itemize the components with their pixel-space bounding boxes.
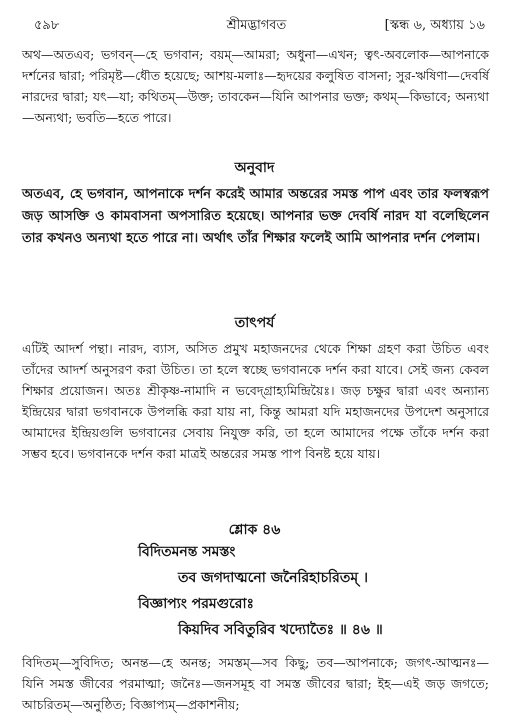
- book-title: শ্রীমদ্ভাগবত: [226, 18, 287, 33]
- verse-line-1: বিদিতমনন্ত সমস্তং: [138, 544, 236, 560]
- purport-text: এটিই আদর্শ পন্থা। নারদ, ব্যাস, অসিত প্রমুখ মহাজনদের থেকে শিক্ষা গ্রহণ করা উচিত এবং তাঁদের আদর্শ অনুসরণ করা উচিত। তা হলে স্বচ্ছে ভগবানকে দর্শন করা যাবে। সেই জন্য কেবল শিক্ষার প্রয়োজন। অতঃ শ্রীকৃষ্ণ-নামাদি ন ভবেদ্গ্রাহ্যমিন্দ্রিয়ৈঃ। জড় চক্ষুর দ্বারা এবং অন্যান্য ইন্দ্রিয়ের দ্বারা ভগবানকে উপলব্ধি করা যায় না, কিন্তু আমরা যদি মহাজনদের উপদেশ অনুসারে আমাদের ইন্দ্রিয়গুলি ভগবানের সেবায় নিযুক্ত করি, তা হলে আমাদের পক্ষে তাঁকে দর্শন করা সম্ভব হবে। ভগবানকে দর্শন করা মাত্রই অন্তরের সমস্ত পাপ বিনষ্ট হয়ে যায়।: [22, 341, 489, 461]
- translation-heading: অনুবাদ: [234, 160, 275, 176]
- sloka-heading: শ্লোক ৪৬: [228, 522, 281, 538]
- synonyms-top: অথ—অতএব; ভগবন্—হে ভগবান; বয়ম্—আমরা; অধুনা—এখন; ত্বৎ-অবলোক—আপনাকে দর্শনের দ্বারা; পরিমৃষ্ট—ধৌত হয়েছে; আশয়-মলাঃ—হৃদয়ের কলুষিত বাসনা; সুর-ঋষিণা—দেবর্ষি নারদের দ্বারা; যৎ—যা; কথিতম্—উক্ত; তাবকেন—যিনি আপনার ভক্ত; কথম্—কিভাবে; অন্যথা—অন্যথা; ভবতি—হতে পারে।: [22, 47, 489, 125]
- purport-heading: তাৎপর্য: [234, 315, 275, 331]
- verse-line-3: বিজ্ঞাপ্যং পরমগুরোঃ: [138, 596, 254, 612]
- chapter-reference: [স্কন্ধ ৬, অধ্যায় ১৬: [384, 18, 485, 33]
- synonyms-bottom: বিদিতম্—সুবিদিত; অনন্ত—হে অনন্ত; সমস্তম্—সব কিছু; তব—আপনাকে; জগৎ-আত্মনঃ—যিনি সমস্ত জীবের পরমাত্মা; জনৈঃ—জনসমূহ বা সমস্ত জীবের দ্বারা; ইহ—এই জড় জগতে; আচরিতম্—অনুষ্ঠিত; বিজ্ঞাপ্যম্—প্রকাশনীয়;: [22, 655, 489, 712]
- page-number: ৫৯৮: [34, 18, 60, 33]
- verse-line-4: কিয়দিব সবিতুরিব খদ্যোতৈঃ ॥ ৪৬ ॥: [178, 622, 383, 638]
- page-header: [22, 16, 491, 36]
- translation-text: অতএব, হে ভগবান, আপনাকে দর্শন করেই আমার অন্তরের সমস্ত পাপ এবং তার ফলস্বরূপ জড় আসক্তি ও কামবাসনা অপসারিত হয়েছে। আপনার ভক্ত দেবর্ষি নারদ যা বলেছিলেন তার কখনও অন্যথা হতে পারে না। অর্থাৎ তাঁর শিক্ষার ফলেই আমি আপনার দর্শন পেলাম।: [22, 187, 489, 246]
- verse-line-2: তব জগদাত্মনো জনৈরিহাচরিতম্ ।: [178, 570, 368, 586]
